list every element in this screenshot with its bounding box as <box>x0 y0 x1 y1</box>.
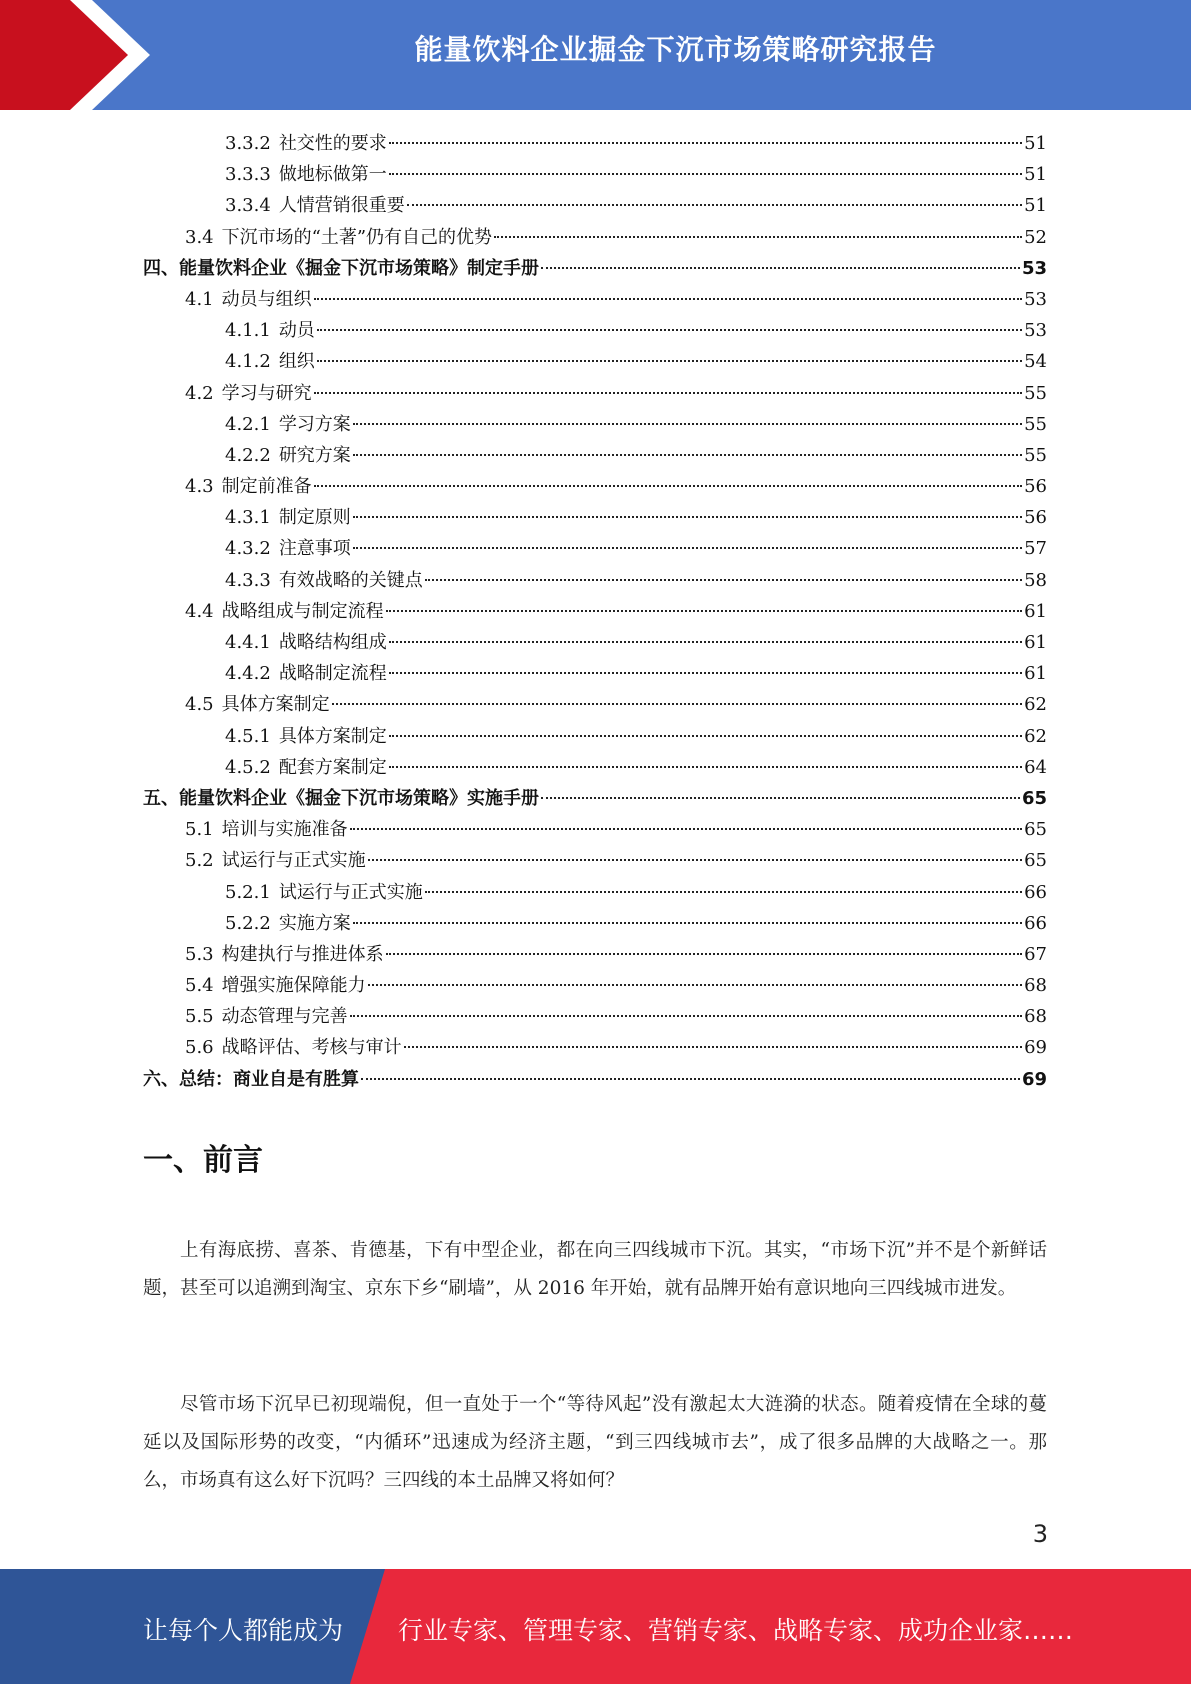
toc-entry-page: 52 <box>1024 226 1047 248</box>
toc-entry-page: 55 <box>1024 444 1047 466</box>
toc-entry-title: 社交性的要求 <box>278 133 387 154</box>
toc-entry-number: 4.2.1 <box>225 413 271 435</box>
toc-entry-title: 增强实施保障能力 <box>221 975 366 997</box>
toc-dot-leader <box>353 454 1022 456</box>
toc-entry-page: 56 <box>1024 476 1047 498</box>
toc-entry-page: 68 <box>1024 1006 1047 1028</box>
toc-entry-title: 四、能量饮料企业《掘金下沉市场策略》制定手册 <box>143 257 539 279</box>
toc-entry-page: 51 <box>1024 164 1047 186</box>
toc-entry-page: 65 <box>1021 787 1047 809</box>
toc-entry-number: 4.1 <box>185 288 214 310</box>
toc-entry-title: 下沉市场的“土著”仍有自己的优势 <box>221 226 493 248</box>
toc-dot-leader <box>425 891 1022 893</box>
toc-dot-leader <box>389 672 1022 674</box>
toc-dot-leader <box>425 579 1022 581</box>
toc-entry-page: 51 <box>1024 195 1047 217</box>
toc-entry[interactable] <box>143 253 1047 284</box>
toc-entry-title: 战略结构组成 <box>278 632 387 653</box>
toc-entry[interactable] <box>143 721 1047 752</box>
toc-entry-title: 五、能量饮料企业《掘金下沉市场策略》实施手册 <box>143 787 539 809</box>
toc-entry-number: 4.4 <box>185 600 214 622</box>
toc-entry-title: 学习与研究 <box>221 382 312 404</box>
toc-entry-number: 4.4.2 <box>225 663 271 685</box>
toc-entry-page: 51 <box>1024 133 1047 154</box>
toc-entry[interactable] <box>143 783 1047 814</box>
toc-entry-number: 3.3.2 <box>225 133 271 154</box>
toc-entry[interactable] <box>143 627 1047 658</box>
toc-dot-leader <box>350 828 1022 830</box>
toc-entry[interactable] <box>143 908 1047 939</box>
toc-entry-number: 4.3.3 <box>225 569 271 591</box>
toc-entry-page: 61 <box>1024 663 1047 685</box>
toc-entry[interactable] <box>143 658 1047 689</box>
toc-entry-page: 54 <box>1024 351 1047 373</box>
toc-entry[interactable] <box>143 1064 1047 1095</box>
toc-entry-number: 4.5.2 <box>225 756 271 778</box>
toc-dot-leader <box>541 267 1020 269</box>
table-of-contents <box>143 128 1047 1095</box>
toc-entry-page: 53 <box>1024 288 1047 310</box>
toc-entry-title: 人情营销很重要 <box>278 195 405 217</box>
toc-entry-page: 56 <box>1024 507 1047 529</box>
toc-entry[interactable] <box>143 533 1047 564</box>
toc-entry-title: 构建执行与推进体系 <box>221 943 384 965</box>
toc-entry-number: 4.3.2 <box>225 538 271 560</box>
toc-entry-page: 58 <box>1024 569 1047 591</box>
toc-entry-title: 组织 <box>278 351 315 373</box>
toc-entry-page: 67 <box>1024 943 1047 965</box>
toc-entry-page: 66 <box>1024 912 1047 934</box>
toc-entry[interactable] <box>143 502 1047 533</box>
toc-entry[interactable] <box>143 689 1047 720</box>
toc-entry-number: 5.3 <box>185 943 214 965</box>
page-header <box>0 0 1191 110</box>
toc-entry[interactable] <box>143 596 1047 627</box>
toc-entry-number: 3.4 <box>185 226 214 248</box>
toc-entry-number: 5.4 <box>185 975 214 997</box>
toc-entry-title: 有效战略的关键点 <box>278 569 423 591</box>
toc-dot-leader <box>332 703 1022 705</box>
toc-entry-title: 试运行与正式实施 <box>278 881 423 903</box>
toc-entry-title: 试运行与正式实施 <box>221 850 366 872</box>
toc-entry-number: 4.1.2 <box>225 351 271 373</box>
toc-entry[interactable] <box>143 752 1047 783</box>
toc-entry-title: 具体方案制定 <box>221 694 330 716</box>
toc-entry[interactable] <box>143 315 1047 346</box>
toc-entry-page: 65 <box>1024 850 1047 872</box>
toc-entry[interactable] <box>143 939 1047 970</box>
toc-dot-leader <box>353 516 1022 518</box>
toc-dot-leader <box>314 392 1022 394</box>
toc-entry-title: 动员 <box>278 320 315 342</box>
toc-dot-leader <box>541 797 1020 799</box>
toc-entry[interactable] <box>143 159 1047 190</box>
toc-entry-page: 53 <box>1024 320 1047 342</box>
toc-entry-page: 62 <box>1024 694 1047 716</box>
toc-entry-number: 4.1.1 <box>225 320 271 342</box>
toc-entry-number: 4.5 <box>185 694 214 716</box>
toc-entry-number: 4.2.2 <box>225 444 271 466</box>
toc-entry-page: 69 <box>1024 1037 1047 1059</box>
toc-entry[interactable] <box>143 409 1047 440</box>
toc-entry-number: 5.2.1 <box>225 881 271 903</box>
toc-dot-leader <box>494 236 1022 238</box>
toc-entry-number: 3.3.4 <box>225 195 271 217</box>
toc-entry-page: 62 <box>1024 725 1047 747</box>
toc-dot-leader <box>386 953 1022 955</box>
page-number: 3 <box>1032 1520 1048 1548</box>
toc-entry-number: 4.3.1 <box>225 507 271 529</box>
toc-entry-number: 4.5.1 <box>225 725 271 747</box>
toc-entry-page: 69 <box>1021 1068 1047 1090</box>
toc-entry-title: 战略制定流程 <box>278 663 387 685</box>
header-arrow-icon <box>0 0 160 110</box>
toc-entry-title: 制定前准备 <box>221 476 312 498</box>
toc-entry-number: 4.2 <box>185 382 214 404</box>
toc-dot-leader <box>314 298 1022 300</box>
toc-dot-leader <box>389 173 1022 175</box>
footer-slogan-left: 让每个人都能成为 <box>143 1616 344 1645</box>
toc-entry[interactable] <box>143 877 1047 908</box>
toc-entry-number: 5.6 <box>185 1037 214 1059</box>
toc-dot-leader <box>353 547 1022 549</box>
toc-entry[interactable] <box>143 845 1047 876</box>
toc-entry-title: 配套方案制定 <box>278 756 387 778</box>
toc-entry[interactable] <box>143 284 1047 315</box>
toc-entry-title: 动员与组织 <box>221 288 312 310</box>
toc-entry-title: 学习方案 <box>278 413 351 435</box>
toc-entry[interactable] <box>143 1032 1047 1063</box>
toc-entry-number: 3.3.3 <box>225 164 271 186</box>
toc-entry-page: 68 <box>1024 975 1047 997</box>
toc-entry[interactable] <box>143 471 1047 502</box>
toc-dot-leader <box>389 735 1022 737</box>
toc-dot-leader <box>386 610 1022 612</box>
toc-entry-number: 5.1 <box>185 819 214 841</box>
toc-entry[interactable] <box>143 378 1047 409</box>
toc-entry[interactable] <box>143 565 1047 596</box>
toc-dot-leader <box>314 485 1022 487</box>
toc-entry-number: 5.2 <box>185 850 214 872</box>
toc-entry[interactable] <box>143 346 1047 377</box>
toc-dot-leader <box>317 329 1022 331</box>
toc-dot-leader <box>389 641 1022 643</box>
toc-dot-leader <box>389 142 1022 144</box>
toc-entry-page: 53 <box>1021 257 1047 279</box>
footer-slogan-right: 行业专家、管理专家、营销专家、战略专家、成功企业家…… <box>398 1616 1074 1645</box>
body-paragraph: 上有海底捞、喜茶、肯德基，下有中型企业，都在向三四线城市下沉。其实，“市场下沉”并不是个新鲜话题，甚至可以追溯到淘宝、京东下乡“刷墙”，从 2016 年开始，就有品牌开始有意识地向三四线城市进发。 <box>143 1240 1047 1299</box>
toc-dot-leader <box>317 360 1022 362</box>
toc-dot-leader <box>389 766 1022 768</box>
section-heading: 一、前言 <box>143 1143 263 1178</box>
header-title: 能量饮料企业掘金下沉市场策略研究报告 <box>414 33 937 66</box>
toc-entry[interactable] <box>143 128 1047 159</box>
toc-entry-title: 动态管理与完善 <box>221 1006 348 1028</box>
toc-dot-leader <box>407 204 1022 206</box>
toc-entry-page: 55 <box>1024 382 1047 404</box>
toc-entry[interactable] <box>143 970 1047 1001</box>
toc-entry[interactable] <box>143 1001 1047 1032</box>
toc-entry-number: 5.5 <box>185 1006 214 1028</box>
toc-entry-title: 做地标做第一 <box>278 164 387 186</box>
toc-entry[interactable] <box>143 440 1047 471</box>
toc-entry[interactable] <box>143 190 1047 221</box>
toc-entry-title: 注意事项 <box>278 538 351 560</box>
toc-entry-title: 实施方案 <box>278 912 351 934</box>
toc-entry-number: 5.2.2 <box>225 912 271 934</box>
toc-entry[interactable] <box>143 814 1047 845</box>
toc-entry-number: 4.3 <box>185 476 214 498</box>
toc-dot-leader <box>368 859 1022 861</box>
toc-entry-page: 55 <box>1024 413 1047 435</box>
toc-entry-page: 57 <box>1024 538 1047 560</box>
toc-entry-title: 制定原则 <box>278 507 351 529</box>
toc-entry-page: 64 <box>1024 756 1047 778</box>
toc-dot-leader <box>353 922 1022 924</box>
toc-entry-page: 65 <box>1024 819 1047 841</box>
toc-entry-title: 战略组成与制定流程 <box>221 600 384 622</box>
toc-entry-title: 战略评估、考核与审计 <box>221 1037 402 1059</box>
toc-entry-title: 六、总结：商业自是有胜算 <box>143 1068 359 1090</box>
page-footer <box>0 1569 1191 1684</box>
body-paragraph: 尽管市场下沉早已初现端倪，但一直处于一个“等待风起”没有激起太大涟漪的状态。随着疫情在全球的蔓延以及国际形势的改变，“内循环”迅速成为经济主题，“到三四线城市去”，成了很多品牌的大战略之一。那么，市场真有这么好下沉吗？三四线的本土品牌又将如何？ <box>143 1394 1047 1491</box>
toc-dot-leader <box>350 1015 1022 1017</box>
toc-entry-title: 培训与实施准备 <box>221 819 348 841</box>
toc-dot-leader <box>368 984 1022 986</box>
toc-entry[interactable] <box>143 222 1047 253</box>
toc-entry-title: 研究方案 <box>278 444 351 466</box>
toc-entry-page: 61 <box>1024 632 1047 653</box>
toc-dot-leader <box>404 1046 1022 1048</box>
toc-entry-title: 具体方案制定 <box>278 725 387 747</box>
toc-dot-leader <box>361 1078 1020 1080</box>
toc-entry-number: 4.4.1 <box>225 632 271 653</box>
toc-entry-page: 61 <box>1024 600 1047 622</box>
toc-entry-page: 66 <box>1024 881 1047 903</box>
toc-dot-leader <box>353 423 1022 425</box>
